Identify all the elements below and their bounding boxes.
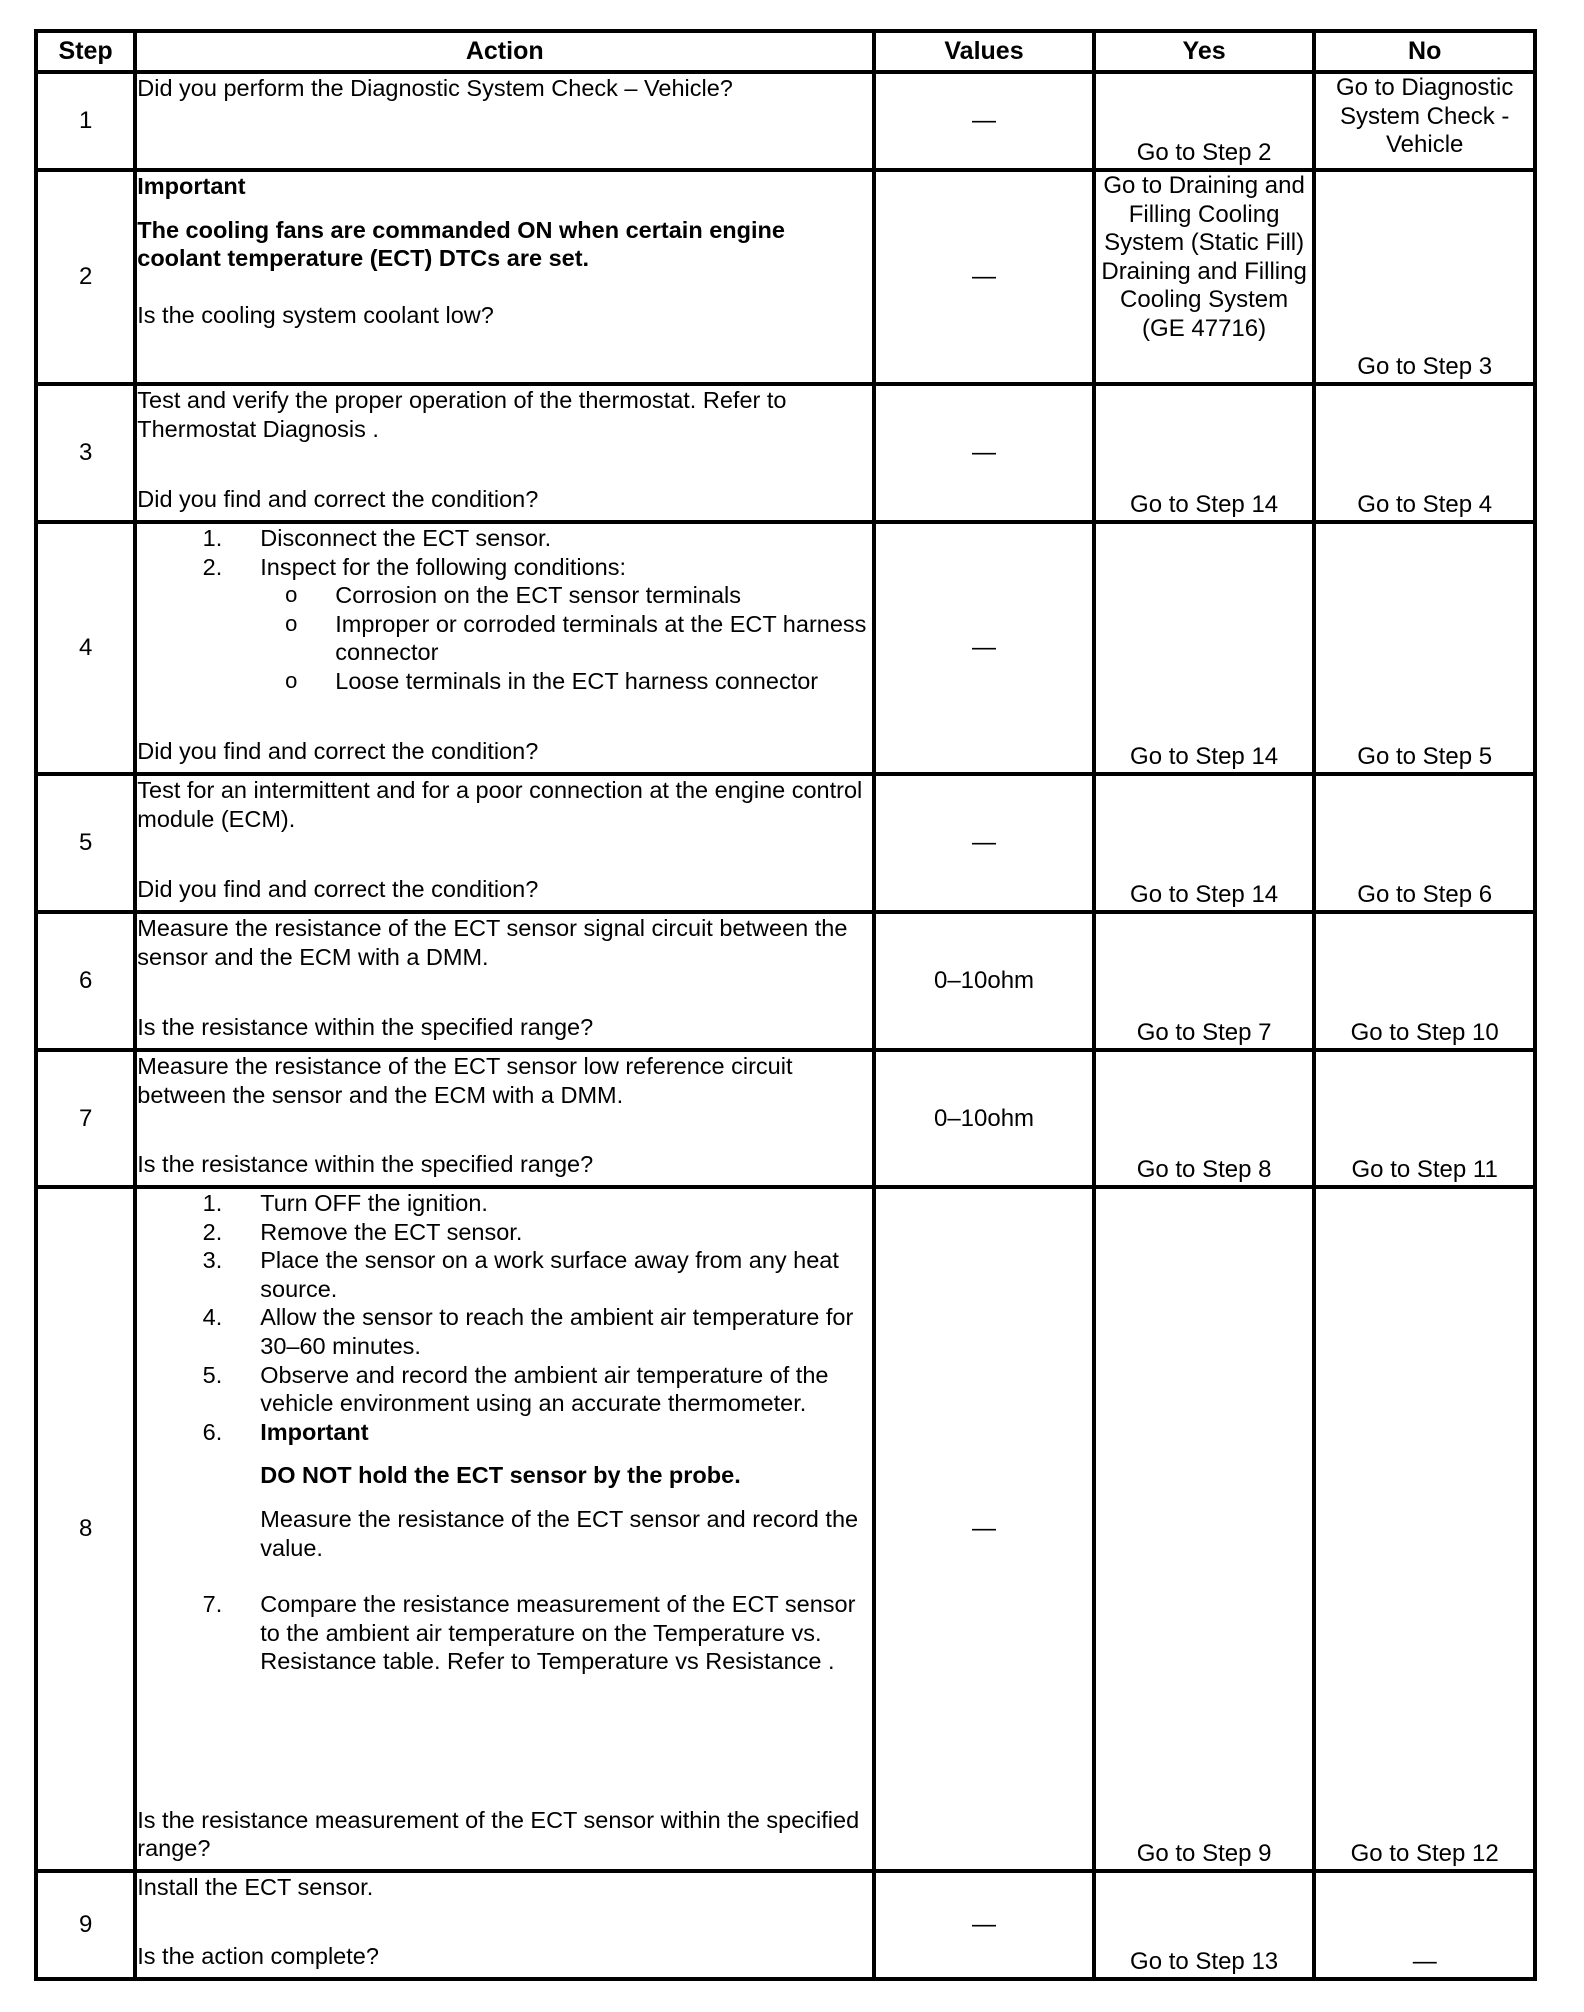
- no-cell: Go to Step 12: [1314, 1187, 1535, 1871]
- yes-cell: Go to Step 14: [1094, 774, 1315, 912]
- bullet-icon: o: [285, 610, 298, 636]
- step-number: 9: [36, 1871, 135, 1979]
- values-cell: —: [874, 170, 1094, 384]
- action-cell: [135, 72, 874, 170]
- action-cell: [135, 774, 874, 912]
- action-question: Did you find and correct the condition?: [137, 876, 539, 903]
- values-cell: —: [874, 72, 1094, 170]
- yes-cell: Go to Step 7: [1094, 912, 1315, 1050]
- bullet-list: [137, 581, 872, 695]
- action-text: Test for an intermittent and for a poor connection at the engine control module (ECM).: [137, 777, 863, 832]
- table-row-step-5: [36, 774, 1535, 912]
- table-row-step-2: [36, 170, 1535, 384]
- table-row-step-8: [36, 1187, 1535, 1871]
- bullet-icon: o: [285, 667, 298, 693]
- header-yes: Yes: [1094, 31, 1315, 72]
- list-item: 1. Turn OFF the ignition.: [202, 1190, 488, 1216]
- list-item: 2. Remove the ECT sensor.: [202, 1218, 523, 1245]
- diagnostic-table: [34, 29, 1537, 1981]
- header-step: Step: [36, 31, 135, 72]
- no-cell: —: [1314, 1871, 1535, 1979]
- table-row-step-7: [36, 1050, 1535, 1187]
- table-row-step-4: [36, 522, 1535, 774]
- action-question: Did you find and correct the condition?: [137, 738, 539, 765]
- step-number: 6: [36, 912, 135, 1050]
- yes-cell: Go to Step 13: [1094, 1871, 1315, 1979]
- no-cell: Go to Step 6: [1314, 774, 1535, 912]
- step-number: 3: [36, 384, 135, 522]
- no-cell: Go to Diagnostic System Check - Vehicle: [1314, 72, 1535, 170]
- values-cell: —: [874, 522, 1094, 774]
- step-number: 5: [36, 774, 135, 912]
- action-question: Is the resistance within the specified range?: [137, 1151, 594, 1178]
- action-text: Test and verify the proper operation of the thermostat. Refer to Thermostat Diagnosis .: [137, 387, 787, 442]
- action-text: Did you perform the Diagnostic System Check – Vehicle?: [137, 75, 733, 101]
- no-cell: Go to Step 3: [1314, 170, 1535, 384]
- header-action: Action: [135, 31, 874, 72]
- step-number: 1: [36, 72, 135, 170]
- list-item: 2. Inspect for the following conditions:: [202, 553, 627, 580]
- table-row-step-3: [36, 384, 1535, 522]
- values-cell: —: [874, 774, 1094, 912]
- no-cell: Go to Step 10: [1314, 912, 1535, 1050]
- header-values: Values: [874, 31, 1094, 72]
- bullet-item: o Improper or corroded terminals at the ECT harness connector: [137, 610, 872, 667]
- action-question: Did you find and correct the condition?: [137, 486, 539, 513]
- bullet-item: o Loose terminals in the ECT harness connector: [137, 667, 872, 696]
- action-cell: [135, 170, 874, 384]
- action-cell: [135, 1050, 874, 1187]
- action-cell: [135, 522, 874, 774]
- important-label: Important: [260, 1418, 369, 1445]
- yes-cell: Go to Step 2: [1094, 72, 1315, 170]
- list-item: 1. Disconnect the ECT sensor.: [202, 525, 552, 551]
- values-cell: —: [874, 384, 1094, 522]
- action-question: Is the resistance measurement of the ECT sensor within the specified range?: [137, 1806, 860, 1862]
- header-no: No: [1314, 31, 1535, 72]
- numbered-list: [137, 524, 872, 581]
- important-note: DO NOT hold the ECT sensor by the probe.: [260, 1462, 741, 1489]
- list-item: 7. Compare the resistance measurement of the ECT sensor to the ambient air temperature on the Temperature vs. Resistance table. Refer to Temperature vs Resistance .: [202, 1591, 856, 1675]
- action-question: Is the action complete?: [137, 1943, 379, 1970]
- list-item: 4. Allow the sensor to reach the ambient air temperature for 30–60 minutes.: [202, 1304, 854, 1359]
- step-number: 8: [36, 1187, 135, 1871]
- values-cell: 0–10ohm: [874, 912, 1094, 1050]
- action-question: Is the cooling system coolant low?: [137, 301, 494, 328]
- important-label: Important: [137, 173, 246, 199]
- action-question: Is the resistance within the specified range?: [137, 1014, 594, 1041]
- important-note: The cooling fans are commanded ON when certain engine coolant temperature (ECT) DTCs are set.: [137, 216, 785, 272]
- action-text: Measure the resistance of the ECT sensor low reference circuit between the sensor and the ECM with a DMM.: [137, 1053, 793, 1108]
- yes-cell: Go to Step 14: [1094, 384, 1315, 522]
- bullet-icon: o: [285, 582, 298, 608]
- table-row-step-6: [36, 912, 1535, 1050]
- header-row: [36, 31, 1535, 72]
- step-number: 4: [36, 522, 135, 774]
- no-cell: Go to Step 11: [1314, 1050, 1535, 1187]
- list-item: 5. Observe and record the ambient air temperature of the vehicle environment using an accurate thermometer.: [202, 1361, 829, 1417]
- table-row-step-1: [36, 72, 1535, 170]
- values-cell: 0–10ohm: [874, 1050, 1094, 1187]
- action-cell: [135, 384, 874, 522]
- table-row-step-9: [36, 1871, 1535, 1979]
- action-cell: [135, 1871, 874, 1979]
- yes-cell: Go to Step 8: [1094, 1050, 1315, 1187]
- step-number: 7: [36, 1050, 135, 1187]
- numbered-list: [137, 1189, 872, 1676]
- list-item-important: 6. Important DO NOT hold the ECT sensor by the probe. Measure the resistance of the ECT sensor and record the value.: [137, 1418, 872, 1590]
- action-cell: [135, 1187, 874, 1871]
- values-cell: —: [874, 1187, 1094, 1871]
- no-cell: Go to Step 5: [1314, 522, 1535, 774]
- yes-cell: Go to Draining and Filling Cooling System (Static Fill) Draining and Filling Cooling System (GE 47716): [1094, 170, 1315, 384]
- action-cell: [135, 912, 874, 1050]
- bullet-item: o Corrosion on the ECT sensor terminals: [137, 581, 872, 610]
- list-item: 3. Place the sensor on a work surface away from any heat source.: [202, 1247, 839, 1302]
- no-cell: Go to Step 4: [1314, 384, 1535, 522]
- yes-cell: Go to Step 14: [1094, 522, 1315, 774]
- yes-cell: Go to Step 9: [1094, 1187, 1315, 1871]
- list-item-text: Measure the resistance of the ECT sensor and record the value.: [260, 1505, 859, 1561]
- values-cell: —: [874, 1871, 1094, 1979]
- action-text: Install the ECT sensor.: [137, 1874, 374, 1900]
- step-number: 2: [36, 170, 135, 384]
- action-text: Measure the resistance of the ECT sensor signal circuit between the sensor and the ECM with a DMM.: [137, 915, 848, 970]
